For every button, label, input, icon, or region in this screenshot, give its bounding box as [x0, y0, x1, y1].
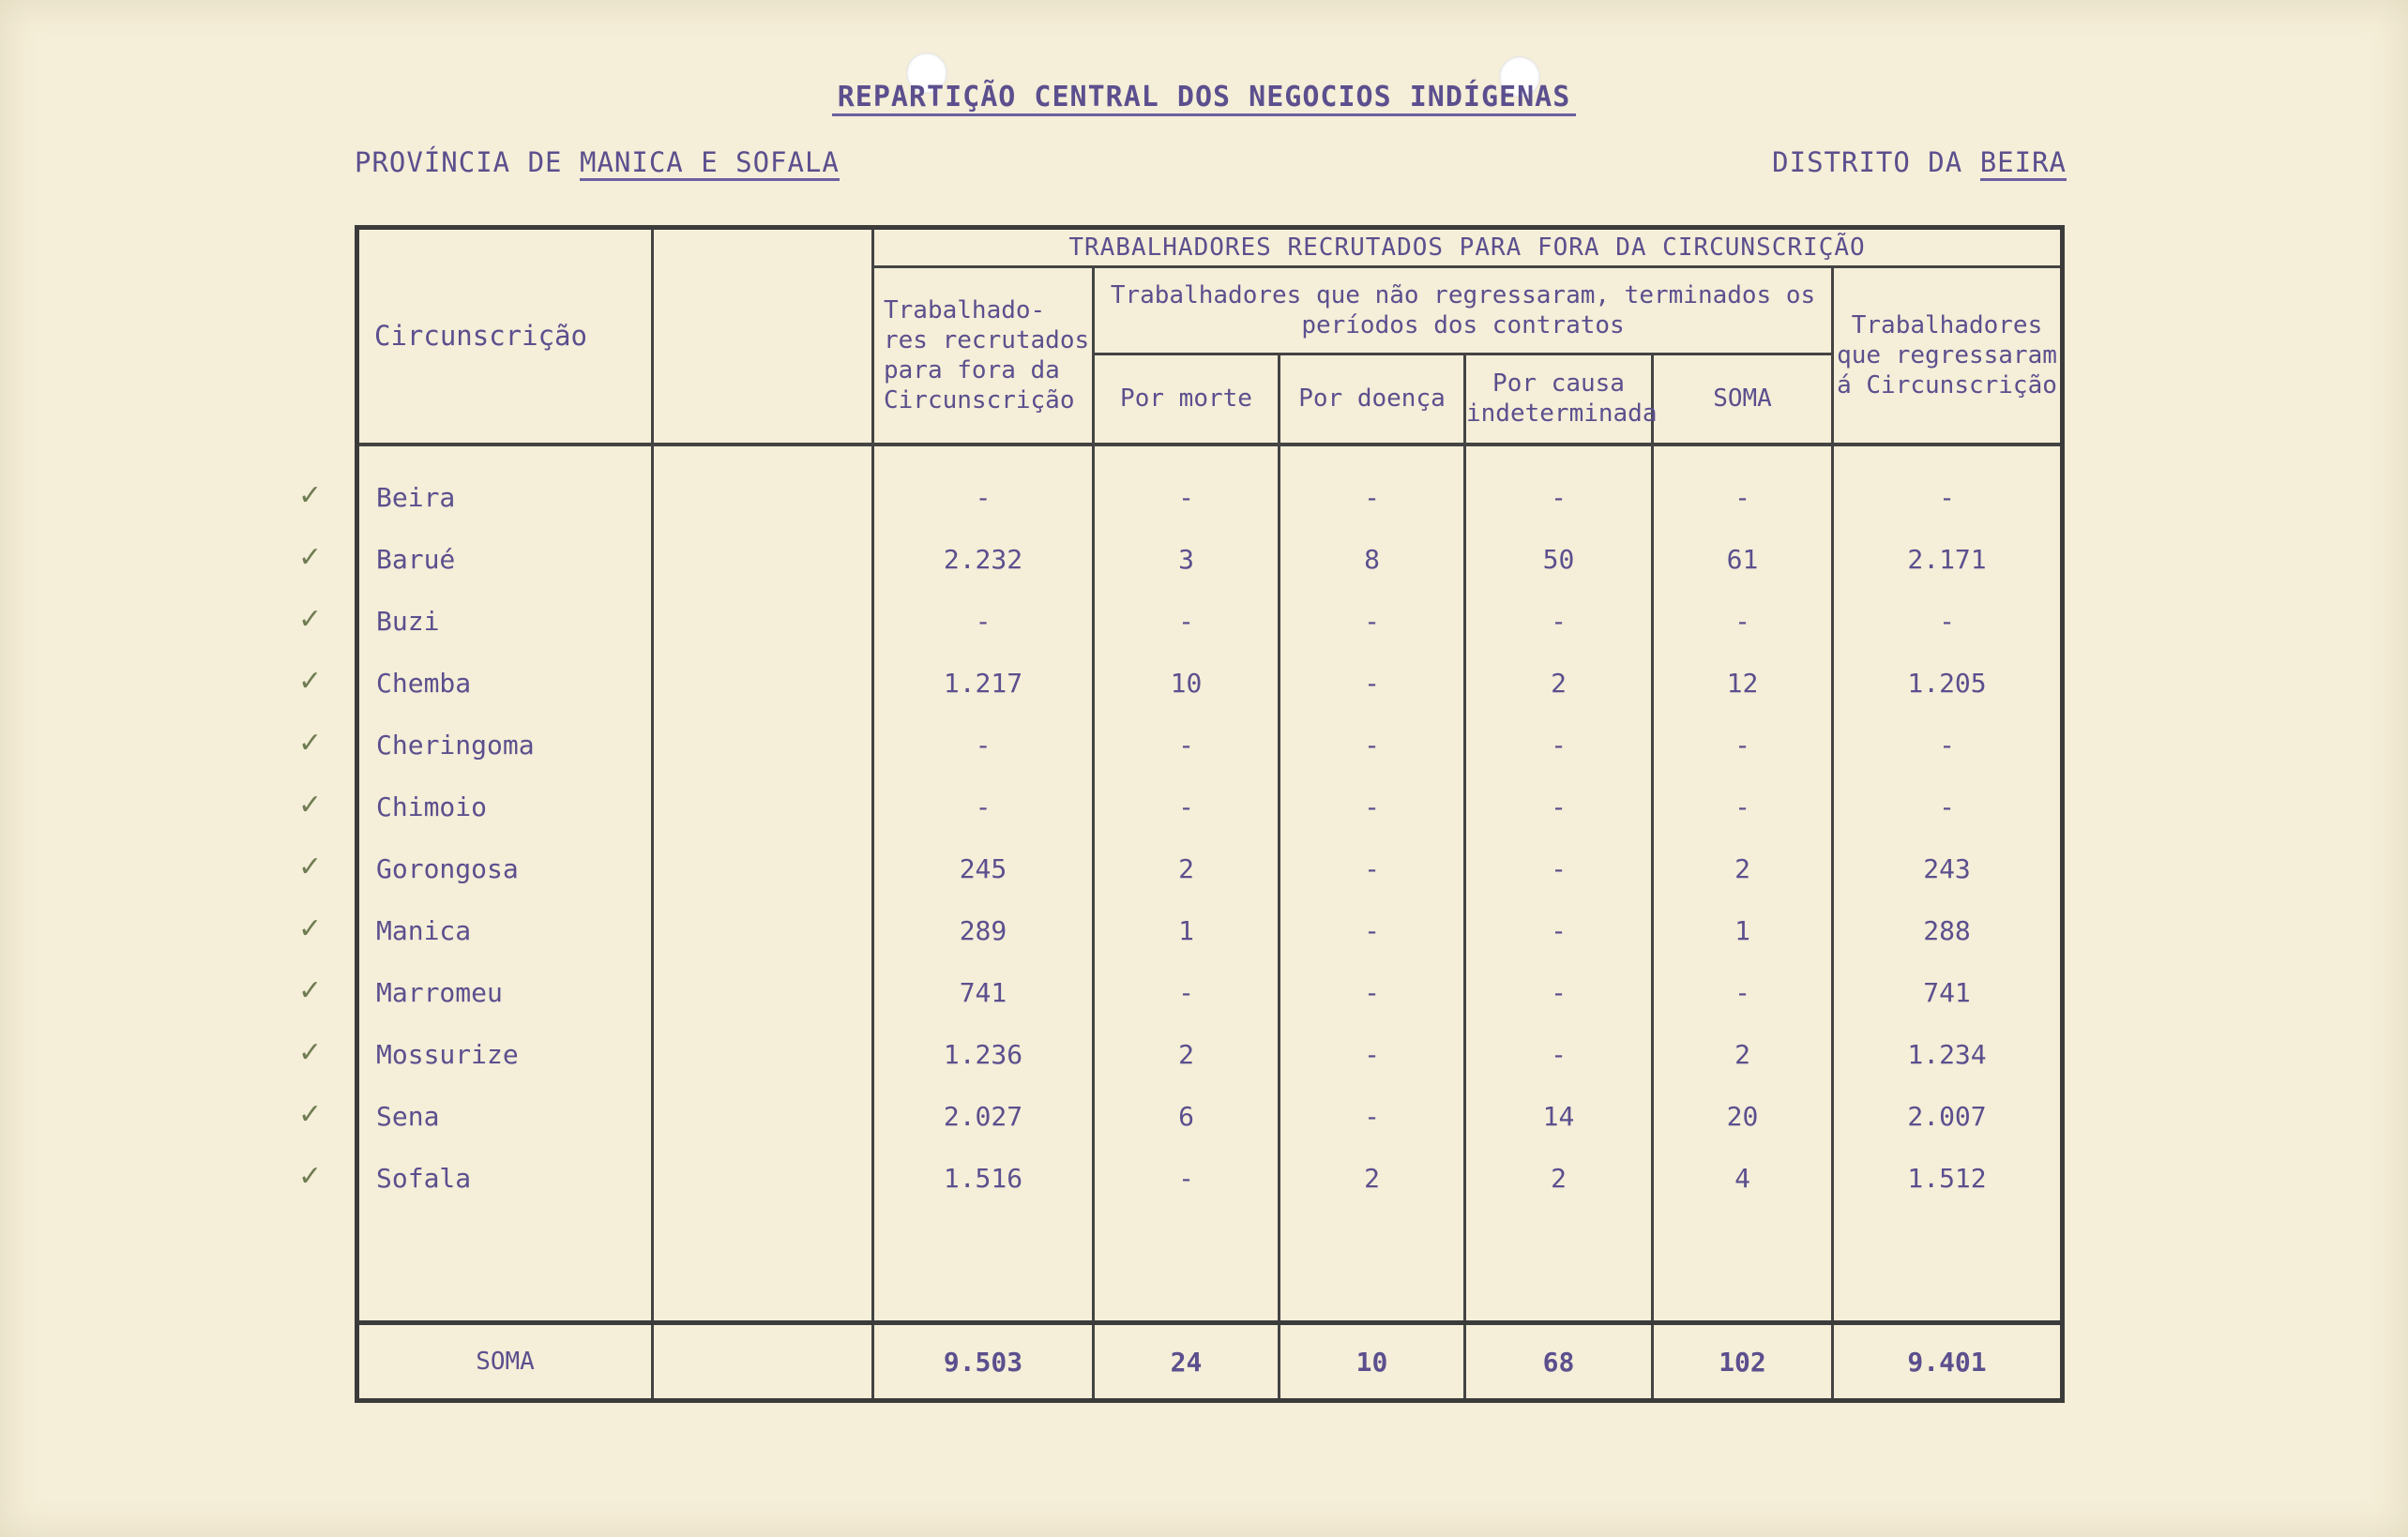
- total-illness: 10: [1280, 1323, 1465, 1401]
- row-illness: 8: [1364, 543, 1380, 575]
- row-undetermined: -: [1551, 914, 1567, 946]
- row-illness: -: [1364, 1038, 1380, 1070]
- row-death: -: [1178, 1162, 1194, 1194]
- row-returned: 2.007: [1907, 1100, 1987, 1132]
- column-sum: [1653, 445, 1833, 1323]
- table-body-row: [357, 445, 2063, 1323]
- row-recruited: 1.236: [943, 1038, 1023, 1070]
- row-sum: 61: [1726, 543, 1759, 575]
- header-undetermined: Por causa indeterminada: [1465, 354, 1653, 445]
- row-sum: 4: [1734, 1162, 1750, 1194]
- check-mark-icon: ✓: [298, 479, 323, 512]
- row-death: -: [1178, 481, 1194, 513]
- row-illness: -: [1364, 605, 1380, 637]
- row-returned: -: [1939, 481, 1955, 513]
- column-returned: [1833, 445, 2063, 1323]
- column-blank: [653, 445, 873, 1323]
- row-recruited: 1.516: [943, 1162, 1023, 1194]
- district-prefix: DISTRITO DA: [1772, 146, 1980, 178]
- province-name: MANICA E SOFALA: [580, 146, 840, 181]
- row-recruited: 741: [959, 976, 1007, 1008]
- check-mark-icon: ✓: [298, 789, 323, 821]
- row-illness: -: [1364, 481, 1380, 513]
- row-returned: -: [1939, 729, 1955, 761]
- check-mark-icon: ✓: [298, 1098, 323, 1131]
- row-recruited: -: [975, 481, 992, 513]
- row-name: Marromeu: [376, 976, 503, 1008]
- row-recruited: -: [975, 605, 992, 637]
- province-prefix: PROVÍNCIA DE: [355, 146, 580, 178]
- row-sum: -: [1734, 481, 1750, 513]
- row-undetermined: 2: [1551, 667, 1567, 699]
- row-name: Chimoio: [376, 791, 488, 822]
- header-blank: [653, 228, 873, 445]
- check-mark-icon: ✓: [298, 541, 323, 574]
- total-row: [357, 1323, 2063, 1401]
- column-undetermined: [1465, 445, 1653, 1323]
- row-illness: -: [1364, 729, 1380, 761]
- check-mark-icon: ✓: [298, 1160, 323, 1193]
- column-recruited: [873, 445, 1094, 1323]
- total-death: 24: [1094, 1323, 1280, 1401]
- recruitment-table: [355, 225, 2065, 1403]
- check-mark-icon: ✓: [298, 665, 323, 698]
- row-death: 1: [1178, 914, 1194, 946]
- row-sum: 2: [1734, 852, 1750, 884]
- header-not-returned: Trabalhadores que não regressaram, terminados os períodos dos contratos: [1094, 267, 1833, 354]
- total-sum: 102: [1653, 1323, 1833, 1401]
- row-undetermined: -: [1551, 791, 1567, 822]
- row-death: -: [1178, 791, 1194, 822]
- row-sum: 20: [1726, 1100, 1759, 1132]
- header-sum: SOMA: [1653, 354, 1833, 445]
- total-recruited: 9.503: [873, 1323, 1094, 1401]
- check-mark-icon: ✓: [298, 912, 323, 945]
- row-undetermined: -: [1551, 1038, 1567, 1070]
- row-sum: -: [1734, 729, 1750, 761]
- total-label: SOMA: [357, 1323, 653, 1401]
- row-undetermined: 2: [1551, 1162, 1567, 1194]
- row-sum: -: [1734, 791, 1750, 822]
- row-returned: 741: [1923, 976, 1971, 1008]
- row-returned: 1.512: [1907, 1162, 1987, 1194]
- row-illness: -: [1364, 791, 1380, 822]
- row-undetermined: -: [1551, 976, 1567, 1008]
- row-recruited: 1.217: [943, 667, 1023, 699]
- row-sum: 12: [1726, 667, 1759, 699]
- row-returned: -: [1939, 791, 1955, 822]
- row-name: Mossurize: [376, 1038, 519, 1070]
- row-sum: -: [1734, 976, 1750, 1008]
- row-death: -: [1178, 729, 1194, 761]
- total-returned: 9.401: [1833, 1323, 2063, 1401]
- column-names: [357, 445, 653, 1323]
- row-illness: -: [1364, 667, 1380, 699]
- total-undetermined: 68: [1465, 1323, 1653, 1401]
- district-label: [1772, 146, 2067, 178]
- row-death: -: [1178, 605, 1194, 637]
- row-death: 2: [1178, 1038, 1194, 1070]
- district-name: BEIRA: [1980, 146, 2067, 181]
- row-undetermined: -: [1551, 729, 1567, 761]
- row-name: Sofala: [376, 1162, 472, 1194]
- row-recruited: 289: [959, 914, 1007, 946]
- row-returned: 2.171: [1907, 543, 1987, 575]
- row-name: Cheringoma: [376, 729, 535, 761]
- row-sum: 2: [1734, 1038, 1750, 1070]
- row-name: Manica: [376, 914, 472, 946]
- row-recruited: 245: [959, 852, 1007, 884]
- header-by-death: Por morte: [1094, 354, 1280, 445]
- check-mark-icon: ✓: [298, 851, 323, 883]
- header-returned: Trabalhadores que regressaram á Circunscrição: [1833, 267, 2063, 445]
- row-undetermined: 14: [1542, 1100, 1575, 1132]
- row-undetermined: -: [1551, 852, 1567, 884]
- row-illness: -: [1364, 852, 1380, 884]
- row-name: Chemba: [376, 667, 472, 699]
- header-recruited: Trabalhado- res recrutados para fora da Circunscrição: [873, 267, 1094, 445]
- row-death: 6: [1178, 1100, 1194, 1132]
- row-undetermined: 50: [1542, 543, 1575, 575]
- check-mark-icon: ✓: [298, 727, 323, 760]
- check-mark-icon: ✓: [298, 974, 323, 1007]
- row-recruited: -: [975, 729, 992, 761]
- row-returned: 243: [1923, 852, 1971, 884]
- header-group: TRABALHADORES RECRUTADOS PARA FORA DA CIRCUNSCRIÇÃO: [873, 228, 2063, 267]
- row-name: Buzi: [376, 605, 440, 637]
- row-undetermined: -: [1551, 481, 1567, 513]
- row-recruited: -: [975, 791, 992, 822]
- check-mark-icon: ✓: [298, 603, 323, 636]
- row-sum: 1: [1734, 914, 1750, 946]
- total-blank: [653, 1323, 873, 1401]
- row-returned: 1.234: [1907, 1038, 1987, 1070]
- row-death: 10: [1170, 667, 1203, 699]
- row-illness: -: [1364, 976, 1380, 1008]
- row-death: -: [1178, 976, 1194, 1008]
- check-mark-icon: ✓: [298, 1036, 323, 1069]
- tick-marks: [298, 465, 345, 1208]
- row-recruited: 2.232: [943, 543, 1023, 575]
- header-circunscricao: Circunscrição: [357, 228, 653, 445]
- row-illness: -: [1364, 1100, 1380, 1132]
- row-death: 3: [1178, 543, 1194, 575]
- row-undetermined: -: [1551, 605, 1567, 637]
- row-name: Barué: [376, 543, 456, 575]
- province-label: [355, 146, 840, 178]
- row-name: Gorongosa: [376, 852, 519, 884]
- row-death: 2: [1178, 852, 1194, 884]
- document-title: REPARTIÇÃO CENTRAL DOS NEGOCIOS INDÍGENAS: [0, 81, 2408, 113]
- row-illness: 2: [1364, 1162, 1380, 1194]
- row-returned: 288: [1923, 914, 1971, 946]
- row-recruited: 2.027: [943, 1100, 1023, 1132]
- row-name: Sena: [376, 1100, 440, 1132]
- row-name: Beira: [376, 481, 456, 513]
- column-death: [1094, 445, 1280, 1323]
- header-by-illness: Por doença: [1280, 354, 1465, 445]
- row-illness: -: [1364, 914, 1380, 946]
- row-sum: -: [1734, 605, 1750, 637]
- column-illness: [1280, 445, 1465, 1323]
- row-returned: -: [1939, 605, 1955, 637]
- row-returned: 1.205: [1907, 667, 1987, 699]
